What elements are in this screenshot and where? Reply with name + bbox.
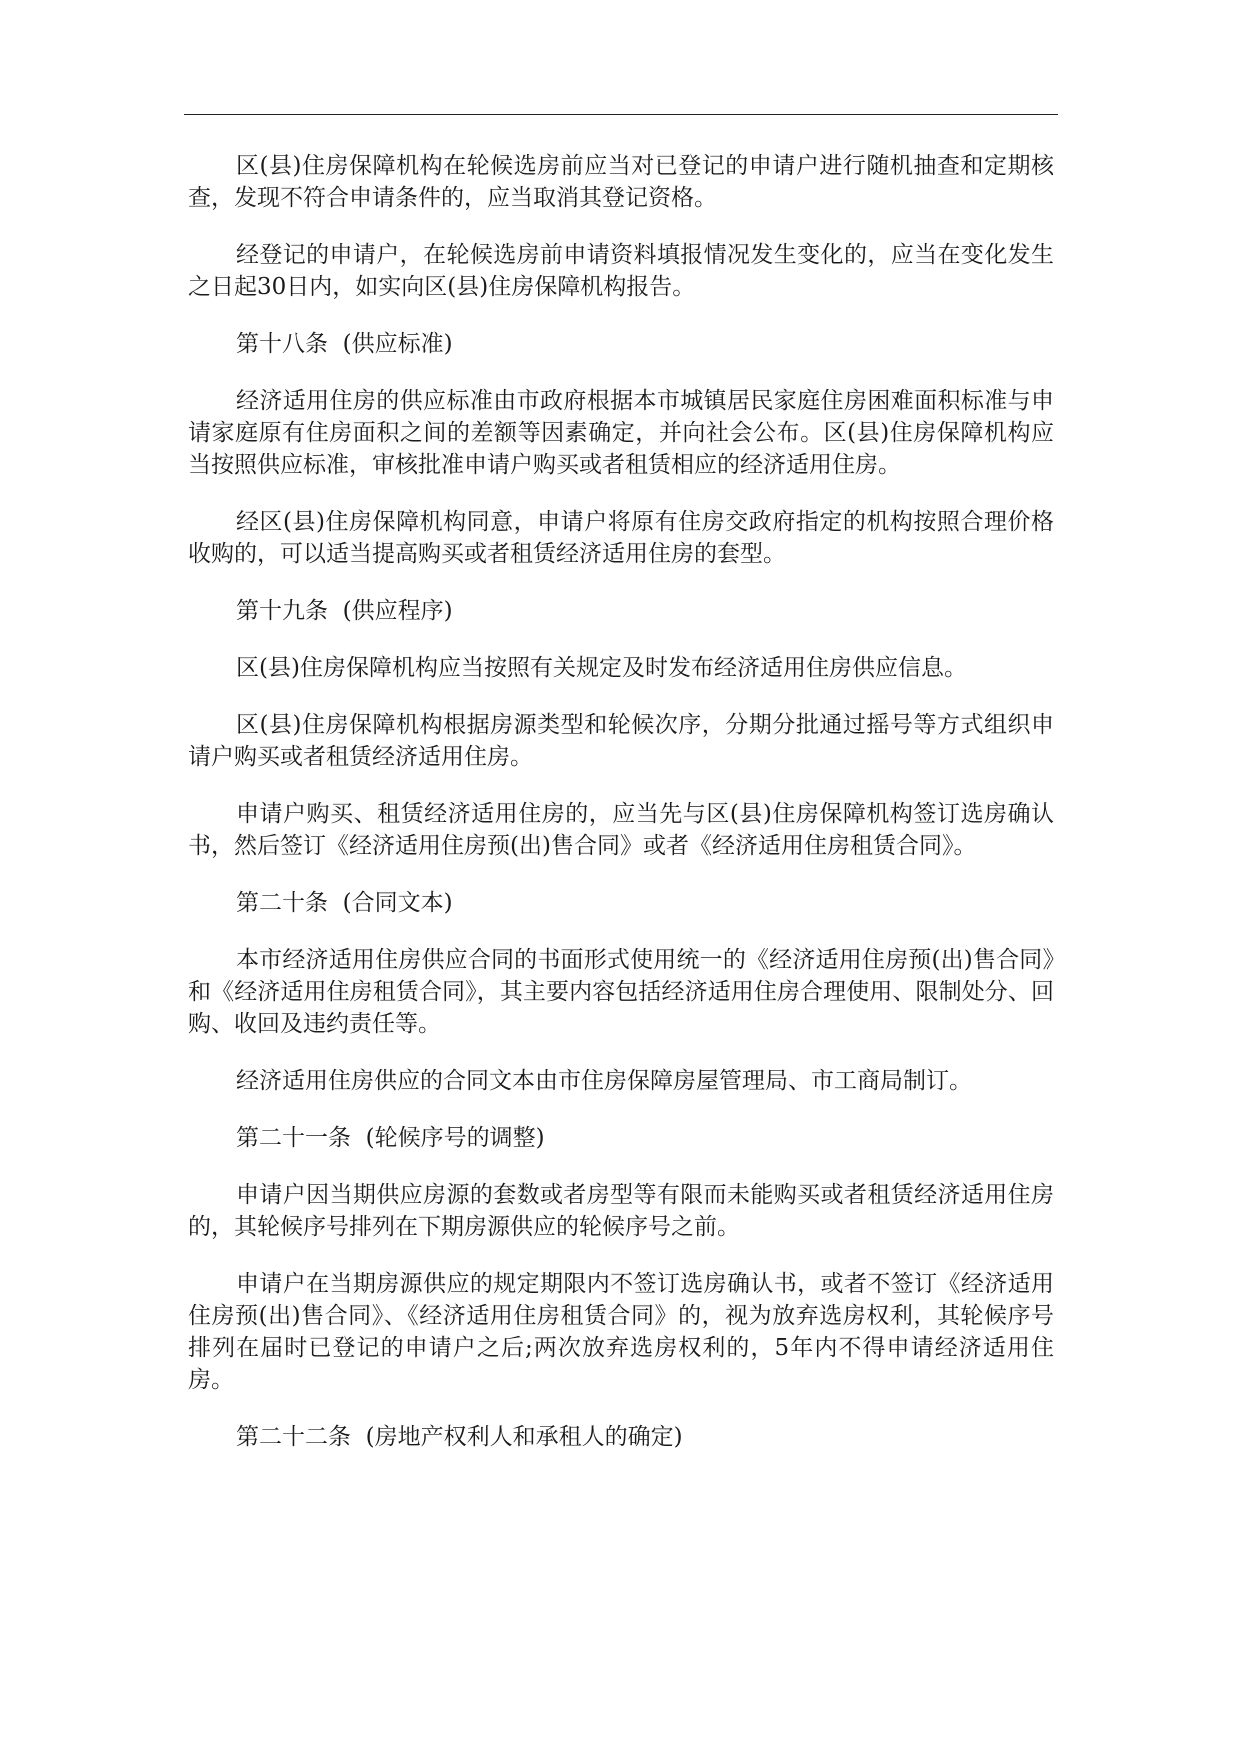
paragraph: 区(县)住房保障机构应当按照有关规定及时发布经济适用住房供应信息。: [236, 655, 967, 681]
paragraph: 区(县)住房保障机构在轮候选房前应当对已登记的申请户进行随机抽查和定期核查，发现不符合申请条件的，应当取消其登记资格。: [188, 153, 1054, 211]
paragraph: 申请户购买、租赁经济适用住房的，应当先与区(县)住房保障机构签订选房确认书，然后签订《经济适用住房预(出)售合同》或者《经济适用住房租赁合同》。: [188, 801, 1054, 859]
article-heading: 第二十条 (合同文本): [236, 890, 453, 916]
article-heading: 第十八条 (供应标准): [236, 331, 453, 357]
paragraph: 经济适用住房的供应标准由市政府根据本市城镇居民家庭住房困难面积标准与申请家庭原有住房面积之间的差额等因素确定，并向社会公布。区(县)住房保障机构应当按照供应标准，审核批准申请户购买或者租赁相应的经济适用住房。: [188, 388, 1054, 478]
article-heading: 第二十一条 (轮候序号的调整): [236, 1125, 545, 1151]
paragraph: 经区(县)住房保障机构同意，申请户将原有住房交政府指定的机构按照合理价格收购的，可以适当提高购买或者租赁经济适用住房的套型。: [188, 509, 1054, 567]
paragraph: 本市经济适用住房供应合同的书面形式使用统一的《经济适用住房预(出)售合同》和《经济适用住房租赁合同》，其主要内容包括经济适用住房合理使用、限制处分、回购、收回及违约责任等。: [188, 947, 1054, 1037]
paragraph: 申请户在当期房源供应的规定期限内不签订选房确认书，或者不签订《经济适用住房预(出)售合同》、《经济适用住房租赁合同》的，视为放弃选房权利，其轮候序号排列在届时已登记的申请户之后;两次放弃选房权利的，5年内不得申请经济适用住房。: [188, 1271, 1054, 1393]
paragraph: 区(县)住房保障机构根据房源类型和轮候次序，分期分批通过摇号等方式组织申请户购买或者租赁经济适用住房。: [188, 712, 1054, 770]
article-heading: 第二十二条 (房地产权利人和承租人的确定): [236, 1424, 683, 1450]
document-body: [188, 150, 1054, 1478]
header-rule: [184, 114, 1058, 115]
paragraph: 经登记的申请户，在轮候选房前申请资料填报情况发生变化的，应当在变化发生之日起30日内，如实向区(县)住房保障机构报告。: [188, 242, 1054, 300]
article-heading: 第十九条 (供应程序): [236, 598, 453, 624]
paragraph: 经济适用住房供应的合同文本由市住房保障房屋管理局、市工商局制订。: [236, 1068, 972, 1094]
paragraph: 申请户因当期供应房源的套数或者房型等有限而未能购买或者租赁经济适用住房的，其轮候序号排列在下期房源供应的轮候序号之前。: [188, 1182, 1054, 1240]
